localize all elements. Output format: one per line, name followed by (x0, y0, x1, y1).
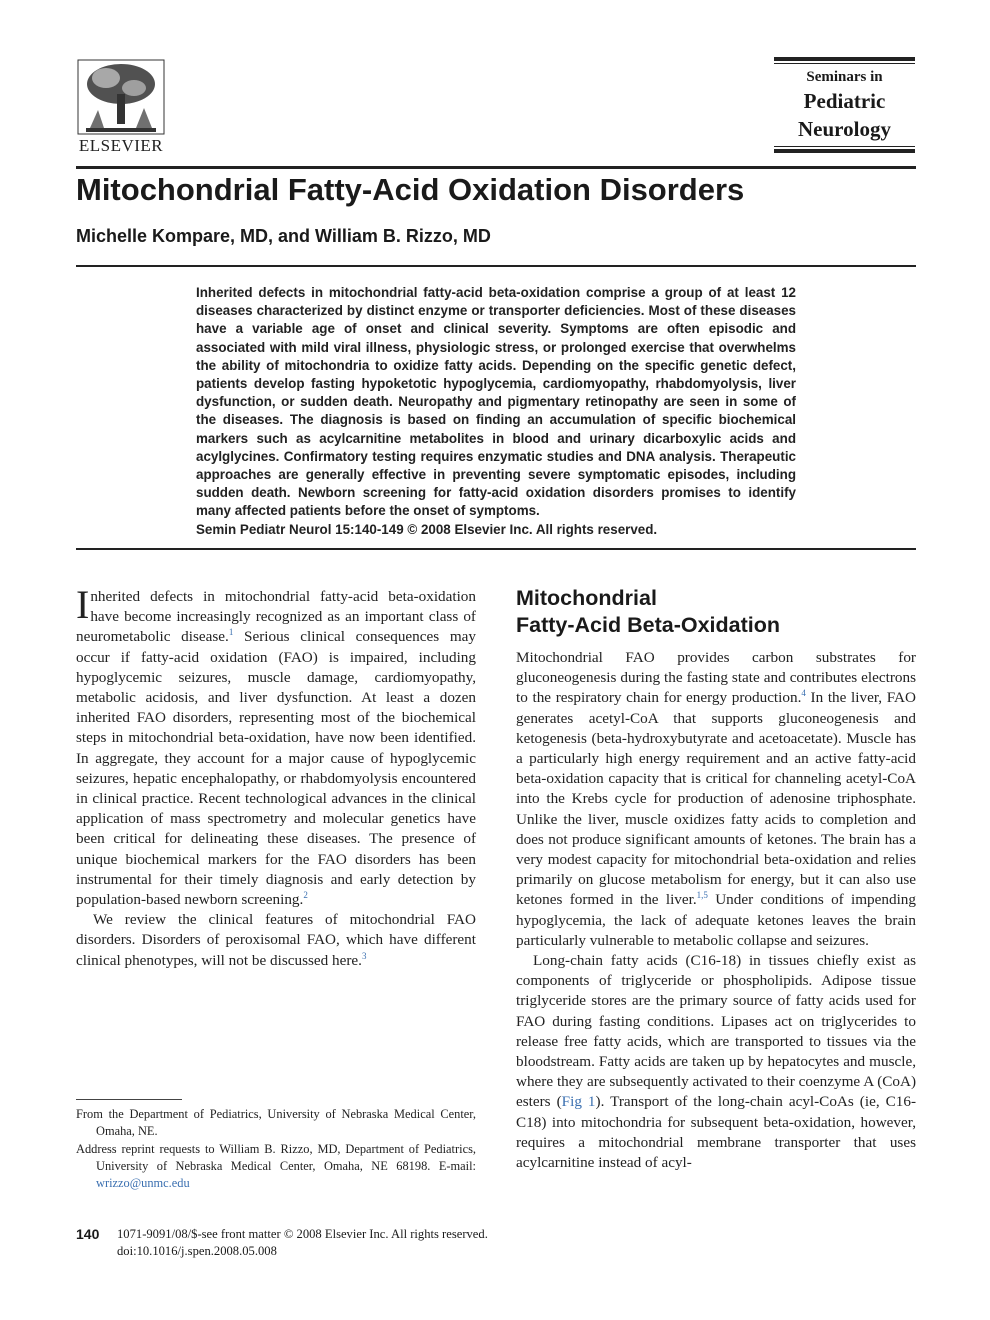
intro-paragraph-1 (76, 582, 476, 910)
email-link[interactable]: wrizzo@unmc.edu (96, 1176, 190, 1190)
section-text-e: ). Transport of the long-chain acyl-CoAs (ie, C16-C18) into mitochondria for subsequent beta-oxidation, however, requires a mitochondrial membrane transporter that uses acylcarnitine instead of acyl- (516, 1093, 917, 1172)
reference-link-1-5[interactable]: 1,5 (696, 890, 708, 901)
page-number: 140 (76, 1226, 100, 1242)
abstract-top-rule (76, 265, 916, 267)
masthead-bottom-rule (774, 149, 915, 153)
journal-name-line2: Neurology (798, 117, 891, 141)
section-text-b: In the liver, FAO generates acetyl-CoA that supports gluconeogenesis and ketogenesis (beta-hydroxybutyrate and acetoacetate). Muscle has a particularly high energy requirement and an active fatty-acid beta-oxidation capacity that is critical for channeling acetyl-CoA into the Krebs cycle for production of adenosine triphosphate. Unlike the liver, muscle oxidizes fatty acids to completion and does not produce significant amounts of ketones. The brain has a very modest capacity for mitochondrial beta-oxidation and relies primarily on glucose metabolism for energy, but it can also use ketones formed in the liver. (516, 689, 916, 909)
article-authors: Michelle Kompare, MD, and William B. Rizzo, MD (76, 226, 491, 246)
article-title: Mitochondrial Fatty-Acid Oxidation Disorders (76, 172, 745, 207)
section-text-c: Under conditions of impending hypoglycemia, the lack of adequate ketones leaves the brain particularly vulnerable to metabolic collapse and seizures. (516, 891, 916, 949)
intro-paragraph-2 (76, 910, 476, 971)
section-heading-line1: Mitochondrial (516, 586, 657, 610)
section-heading (516, 585, 916, 639)
abstract-text: Inherited defects in mitochondrial fatty-acid beta-oxidation comprise a group of at least 12 diseases characterized by distinct enzyme or transporter deficiencies. Most of these diseases have a variable age of onset and clinical severity. Symptoms are often episodic and associated with mild viral illness, physiologic stress, or prolonged exercise that overwhelms the ability of mitochondria to oxidize fatty acids. Depending on the specific genetic defect, patients develop fasting hypoketotic hypoglycemia, cardiomyopathy, rhabdomyolysis, liver dysfunction, or sudden death. Neuropathy and pigmentary retinopathy are seen in some of the diseases. The diagnosis is based on finding an accumulation of specific biochemical markers such as acylcarnitine metabolites in blood and urinary dicarboxylic acids and acylglycines. Confirmatory testing requires enzymatic studies and DNA analysis. Therapeutic approaches are generally effective in preventing severe symptomatic episodes, including sudden death. Newborn screening for fatty-acid oxidation disorders promises to identify many affected patients before the onset of symptoms. (196, 285, 796, 519)
publisher-logo-text: ELSEVIER (78, 136, 164, 155)
section-text-d: Long-chain fatty acids (C16-18) in tissues chiefly exist as components of triglyceride or phospholipids. Adipose tissue triglyceride stores are the primary source of fatty acids used for FAO during fasting conditions. Lipases act on triglycerides to release free fatty acids, which are transported to tissues via the bloodstream. Fatty acids are taken up by hepatocytes and muscle, where they are subsequently activated to their coenzyme A (CoA) esters ( (516, 952, 916, 1111)
figure-link-1[interactable]: Fig 1 (561, 1093, 596, 1111)
masthead-top-thin-rule (774, 63, 915, 64)
section-text-a: Mitochondrial FAO provides carbon substrates for gluconeogenesis during the fasting state and contributes electrons to the respiratory chain for energy production. (516, 649, 916, 707)
drop-cap: I (76, 582, 90, 627)
right-column (516, 648, 916, 1173)
journal-masthead (774, 57, 915, 153)
doi-line: doi:10.1016/j.spen.2008.05.008 (117, 1244, 277, 1258)
intro-text-b: Serious clinical consequences may occur if fatty-acid oxidation (FAO) is impaired, including hypoglycemic seizures, muscle damage, cardiomyopathy, metabolic acidosis, and liver dysfunction. At least a dozen inherited FAO disorders, representing most of the biochemical steps in mitochondrial beta-oxidation, have now been identified. In aggregate, they account for a major cause of hypoglycemic seizures, hepatic encephalopathy, or rhabdomyolysis encountered in clinical practice. Recent technological advances in the clinical application of mass spectrometry and molecular genetics have been critical for delineating these diseases. The presence of unique biochemical markers for the FAO disorders has been instrumental for their timely diagnosis and early detection by population-based newborn screening. (76, 628, 476, 909)
reference-link-2[interactable]: 2 (303, 889, 308, 900)
masthead-bottom-thin-rule (774, 146, 915, 147)
elsevier-logo (76, 58, 166, 158)
reference-link-1[interactable]: 1 (228, 627, 234, 638)
journal-name-line1: Pediatric (803, 89, 886, 113)
footnotes (76, 1106, 476, 1192)
intro-text-a: nherited defects in mitochondrial fatty-acid beta-oxidation have become increasingly recognized as an important class of neurometabolic disease. (76, 588, 476, 646)
abstract-bottom-rule (76, 548, 916, 550)
left-column (76, 582, 476, 971)
address-footnote (76, 1141, 476, 1192)
intro-text-c: We review the clinical features of mitochondrial FAO disorders. Disorders of peroxisomal FAO, which have different clinical phenotypes, will not be discussed here. (76, 911, 476, 969)
section-paragraph-1 (516, 648, 916, 951)
issn-line: 1071-9091/08/$-see front matter © 2008 Elsevier Inc. All rights reserved. (117, 1227, 488, 1241)
journal-kicker: Seminars in (806, 69, 883, 85)
reference-link-4[interactable]: 4 (801, 688, 806, 699)
affiliation-footnote: From the Department of Pediatrics, University of Nebraska Medical Center, Omaha, NE. (76, 1107, 476, 1138)
reference-link-3[interactable]: 3 (361, 950, 367, 961)
section-paragraph-2 (516, 951, 916, 1173)
footnote-rule (76, 1099, 182, 1100)
abstract-citation: Semin Pediatr Neurol 15:140-149 © 2008 Elsevier Inc. All rights reserved. (196, 521, 658, 537)
elsevier-tree-icon (76, 58, 166, 136)
section-heading-line2: Fatty-Acid Beta-Oxidation (516, 613, 780, 637)
address-text: Address reprint requests to William B. Rizzo, MD, Department of Pediatrics, University of Nebraska Medical Center, Omaha, NE 68198. E-mail: (76, 1142, 476, 1173)
abstract (196, 284, 796, 539)
masthead-top-rule (774, 57, 915, 61)
title-rule (76, 166, 916, 169)
